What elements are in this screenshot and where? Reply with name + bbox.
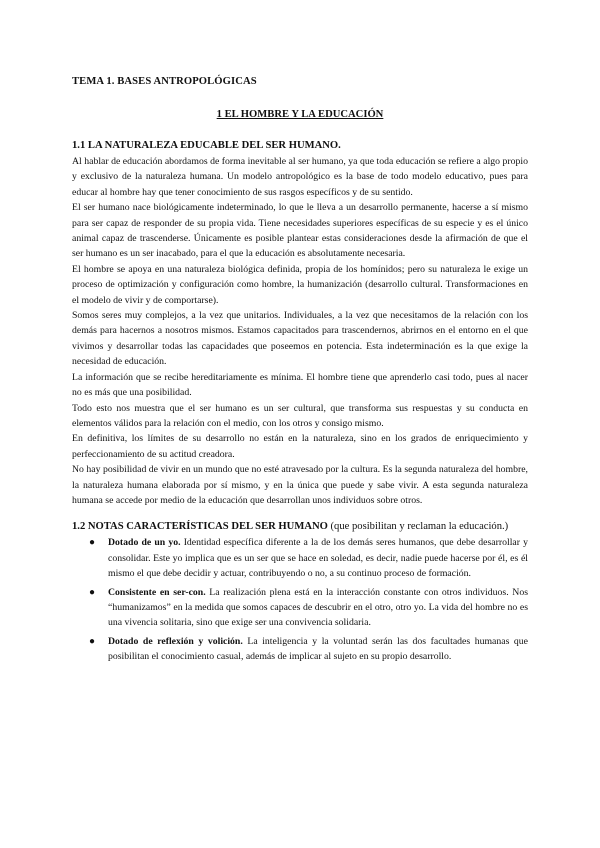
chapter-title: 1 EL HOMBRE Y LA EDUCACIÓN	[216, 109, 384, 120]
list-item	[89, 585, 528, 631]
characteristics-list	[72, 535, 528, 664]
section-2-heading	[72, 521, 528, 532]
paragraph: Todo esto nos muestra que el ser humano es un ser cultural, que transforma sus respuestas y su conducta en elementos válidos para la relación con el medio, con los otros y consigo mismo.	[72, 402, 528, 429]
list-item-text: La inteligencia y la voluntad serán las dos facultades humanas que posibilitan el conocimiento casual, además de implicar al sujeto en su propio desarrollo.	[108, 635, 529, 663]
list-item-term: Dotado de un yo.	[108, 537, 184, 549]
bullet-icon: ●	[89, 537, 96, 549]
list-item-text: La realización plena está en la interacción constante con otros individuos. Nos “humanizamos” en la medida que somos capaces de descubrir en el otro, otro yo. La vida del hombre no es una vivencia solitaria, sino que exige ser una convivencia solidaria.	[108, 586, 528, 629]
paragraph: La información que se recibe hereditariamente es mínima. El hombre tiene que aprenderlo casi todo, pues al nacer no es más que una posibilidad.	[72, 371, 528, 399]
list-item	[89, 634, 529, 665]
list-item-term: Consistente en ser-con.	[108, 586, 210, 598]
paragraph: No hay posibilidad de vivir en un mundo que no esté atravesado por la cultura. Es la segunda naturaleza del hombre, la naturaleza humana elaborada por sí mismo, y en la única que puede y sabe vivir. A esta segunda naturaleza humana se accede por medio de la educación que desarrollan unos individuos sobre otros.	[72, 464, 528, 506]
tema-title: TEMA 1. BASES ANTROPOLÓGICAS	[72, 76, 257, 87]
section-1-heading: 1.1 LA NATURALEZA EDUCABLE DEL SER HUMANO.	[72, 140, 341, 151]
section-2-aside: (que posibilitan y reclaman la educación.)	[330, 521, 509, 533]
bullet-icon: ●	[89, 635, 96, 647]
list-item	[89, 535, 528, 581]
bullet-icon: ●	[89, 586, 96, 598]
paragraph: El ser humano nace biológicamente indeterminado, lo que le lleva a un desarrollo permanente, hacerse a sí mismo para ser capaz de responder de su propia vida. Tiene necesidades superiores específicas de su especie y es el único animal capaz de trascenderse. Únicamente es posible plantear estas consideraciones desde la afirmación de que el ser humano es un ser inacabado, para el que la educación es absolutamente necesaria.	[72, 202, 528, 260]
list-item-text: Identidad específica diferente a la de los demás seres humanos, que debe desarrollar y consolidar. Este yo implica que es un ser que se hace en soledad, es decir, nadie puede hacerse por él, es él mismo el que debe decidir y actuar, contribuyendo o no, a su continuo proceso de formación.	[108, 537, 528, 580]
paragraph: Al hablar de educación abordamos de forma inevitable al ser humano, ya que toda educación se refiere a algo propio y exclusivo de la naturaleza humana. Un modelo antropológico es la base de todo modelo educativo, pues para educar al hombre hay que tener conocimiento de sus rasgos específicos y de su sentido.	[72, 156, 528, 198]
paragraph: El hombre se apoya en una naturaleza biológica definida, propia de los homínidos; pero su naturaleza le exige un proceso de optimización y configuración como hombre, la humanización (desarrollo cultural. Transformaciones en el modelo de vivir y de comportarse).	[72, 263, 528, 306]
paragraph: En definitiva, los límites de su desarrollo no están en la naturaleza, sino en los grados de enriquecimiento y perfeccionamiento de su actitud creadora.	[72, 433, 528, 460]
paragraph: Somos seres muy complejos, a la vez que unitarios. Individuales, a la vez que necesitamos de la relación con los demás para hacernos a nosotros mismos. Estamos capacitados para trascendernos, abrirnos en el entorno en el que vivimos y desarrollar todas las capacidades que poseemos en potencia. Esta indeterminación es la que exige la necesidad de educación.	[72, 310, 528, 368]
section-2-title: 1.2 NOTAS CARACTERÍSTICAS DEL SER HUMANO	[72, 521, 328, 533]
list-item-term: Dotado de reflexión y volición.	[108, 635, 248, 647]
